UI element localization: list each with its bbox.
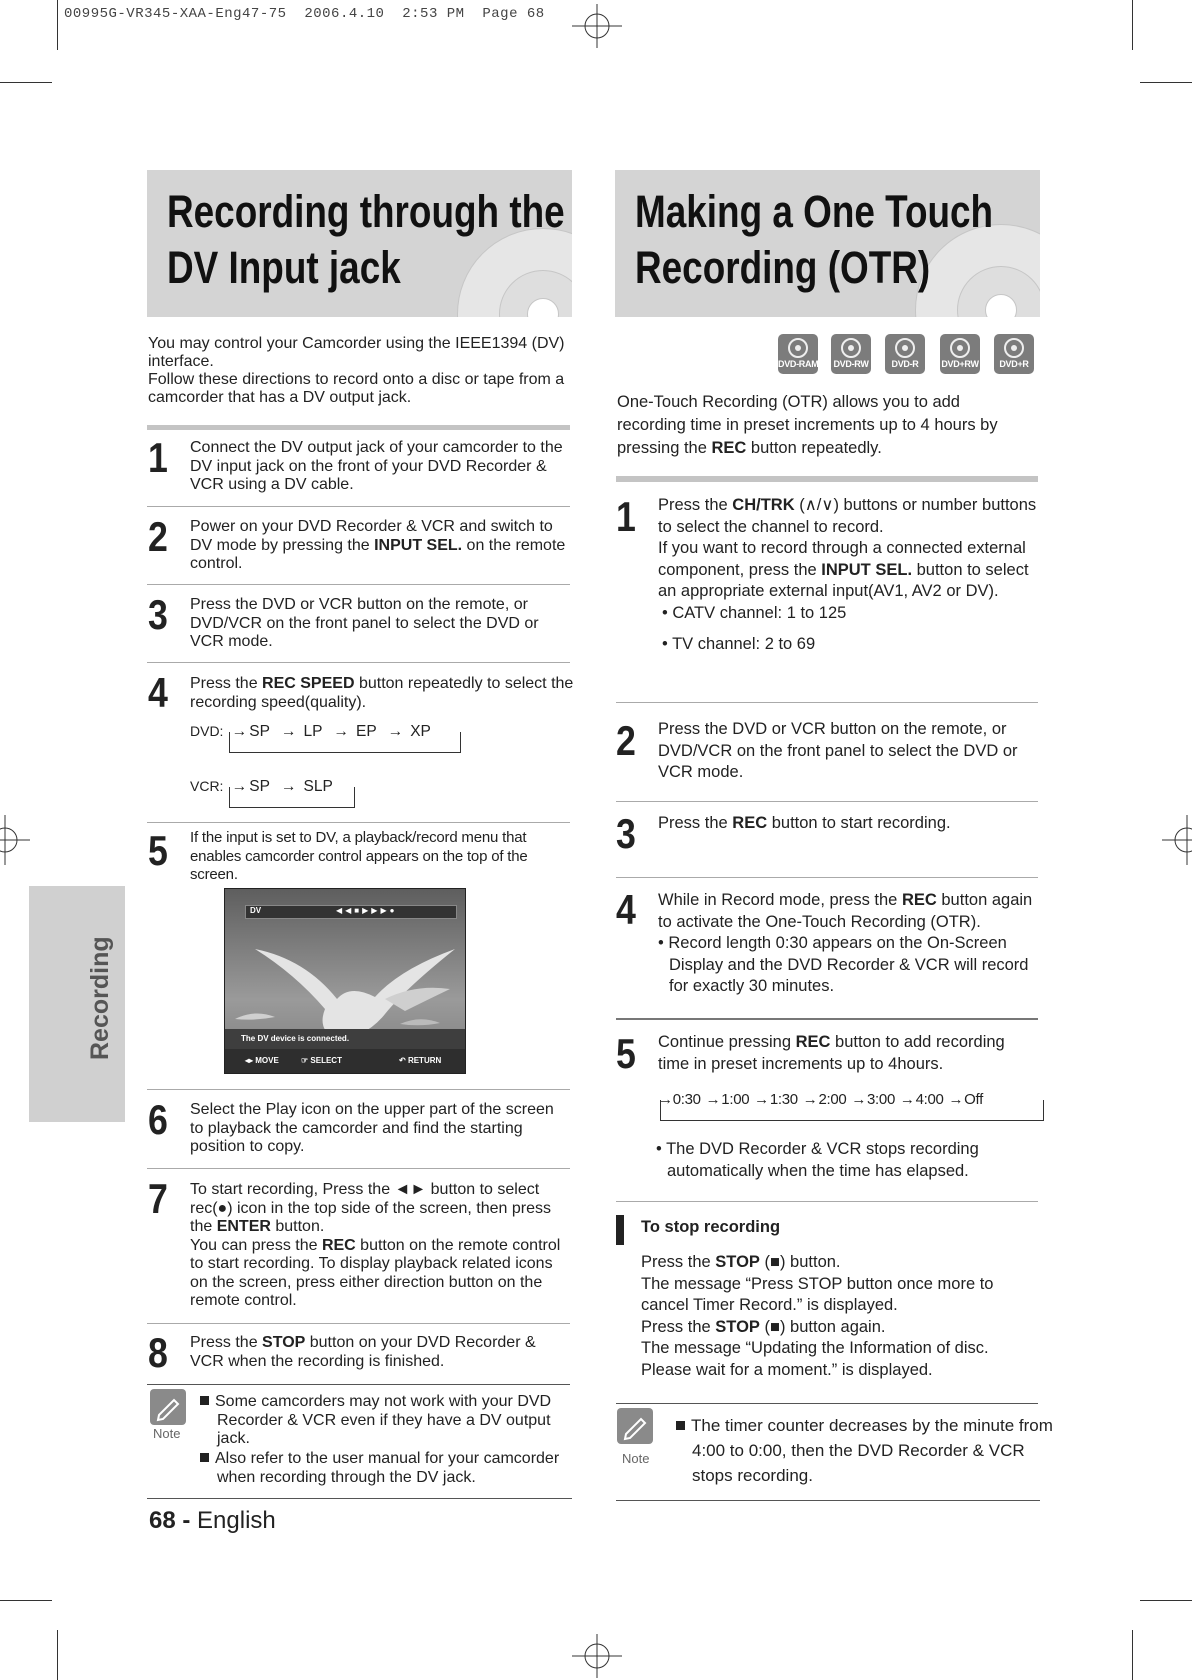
- step-text: To start recording, Press the ◄► button to select rec(●) icon in the top side of the screen, then press the ENTER button. You can press the REC button on the remote control to start recording. To display playback related icons on the screen, press either direction button on the remote control.: [190, 1181, 561, 1309]
- crop-mark: [1132, 0, 1133, 50]
- crop-mark: [57, 0, 58, 50]
- step-text: Press the REC button to start recording.: [658, 814, 951, 832]
- crop-mark: [0, 82, 52, 83]
- crop-mark: [1140, 1600, 1192, 1601]
- dvd-ram-icon: DVD-RAM: [778, 334, 818, 374]
- step-text: Press the CH/TRK (∧/∨) buttons or number buttons to select the channel to record. If you want to record through a connected external component, press the INPUT SEL. button to select an appropriate external input(AV1, AV2 or DV). • CATV channel: 1 to 125 • TV channel: 2 to 69: [658, 496, 1037, 653]
- crop-mark: [1140, 82, 1192, 83]
- vcr-speed-sequence: VCR: → SP → SLP: [190, 778, 333, 795]
- print-header: 00995G-VR345-XAA-Eng47-75 2006.4.10 2:53 PM Page 68: [64, 6, 545, 22]
- note-label: Note: [622, 1451, 650, 1466]
- osd-mode-label: DV: [250, 906, 262, 915]
- step-text: Power on your DVD Recorder & VCR and switch to DV mode by pressing the INPUT SEL. on the remote control.: [190, 518, 566, 572]
- dvd-r-icon: DVD-R: [885, 334, 925, 374]
- left-title-banner: [147, 170, 572, 317]
- page-footer: 68 - English: [149, 1507, 276, 1534]
- left-title: Recording through the DV Input jack: [167, 186, 565, 293]
- section-tab-label: Recording: [86, 936, 114, 1060]
- step-number: 2: [148, 513, 168, 560]
- step-bullet: • The DVD Recorder & VCR stops recording automatically when the time has elapsed.: [656, 1140, 979, 1180]
- step-text: If the input is set to DV, a playback/record menu that enables camcorder control appears on the top of the screen.: [190, 829, 528, 883]
- step-text: Continue pressing REC button to add recording time in preset increments up to 4hours.: [658, 1033, 1005, 1073]
- step-number: 1: [148, 434, 168, 481]
- step-number: 3: [148, 591, 168, 638]
- dv-osd-screenshot: [224, 888, 466, 1074]
- step-number: 5: [616, 1030, 636, 1077]
- dvd-speed-sequence: DVD: → SP → LP → EP → XP: [190, 723, 431, 740]
- step-number: 4: [148, 669, 168, 716]
- step-number: 4: [616, 886, 636, 933]
- note-item: The timer counter decreases by the minute from 4:00 to 0:00, then the DVD Recorder & VCR stops recording.: [676, 1413, 1054, 1488]
- step-text: Press the DVD or VCR button on the remote, or DVD/VCR on the front panel to select the DVD or VCR mode.: [658, 720, 1018, 781]
- step-text: Connect the DV output jack of your camcorder to the DV input jack on the front of your DVD Recorder & VCR using a DV cable.: [190, 439, 563, 493]
- step-number: 5: [148, 827, 168, 874]
- registration-mark-icon: [0, 815, 30, 865]
- osd-return-hint: ↶ RETURN: [399, 1056, 442, 1065]
- step-text: Select the Play icon on the upper part of the screen to playback the camcorder and find the starting position to copy.: [190, 1101, 554, 1155]
- note-pencil-icon: [617, 1408, 653, 1444]
- right-intro: One-Touch Recording (OTR) allows you to add recording time in preset increments up to 4 hours by pressing the REC button repeatedly.: [617, 393, 998, 457]
- step-number: 2: [616, 717, 636, 764]
- crop-mark: [1132, 1630, 1133, 1680]
- registration-mark-icon: [572, 1634, 622, 1678]
- stop-recording-heading: To stop recording: [641, 1218, 781, 1236]
- note-label: Note: [153, 1426, 181, 1441]
- right-title: Making a One Touch Recording (OTR): [635, 186, 994, 293]
- crop-mark: [0, 1600, 52, 1601]
- otr-time-sequence: →0:30 →1:00 →1:30 →2:00 →3:00 →4:00 →Off: [658, 1091, 984, 1108]
- step-text: While in Record mode, press the REC button again to activate the One-Touch Recording (OTR). • Record length 0:30 appears on the On-Screen Display and the DVD Recorder & VCR will record for exactly 30 minutes.: [658, 891, 1033, 995]
- osd-select-hint: ☞ SELECT: [301, 1056, 342, 1065]
- left-intro: You may control your Camcorder using the IEEE1394 (DV) interface. Follow these directions to record onto a disc or tape from a camcorder that has a DV output jack.: [148, 335, 565, 406]
- step-text: Press the REC SPEED button repeatedly to select the recording speed(quality).: [190, 675, 574, 711]
- note-pencil-icon: [150, 1389, 186, 1425]
- step-number: 1: [616, 493, 636, 540]
- step-text: Press the STOP button on your DVD Recorder & VCR when the recording is finished.: [190, 1334, 536, 1370]
- osd-control-bar: [245, 905, 457, 919]
- right-title-banner: [615, 170, 1040, 317]
- dvd-plus-r-icon: DVD+R: [994, 334, 1034, 374]
- registration-mark-icon: [1162, 815, 1192, 865]
- dvd-rw-icon: DVD-RW: [831, 334, 871, 374]
- step-text: Press the DVD or VCR button on the remote, or DVD/VCR on the front panel to select the DVD or VCR mode.: [190, 596, 539, 650]
- registration-mark-icon: [572, 4, 622, 48]
- note-item: Some camcorders may not work with your DVD Recorder & VCR even if they have a DV output jack.: [200, 1393, 587, 1449]
- osd-transport-icons: ◀◀■▶▶▶●: [336, 906, 398, 915]
- osd-move-hint: ◂▸ MOVE: [245, 1056, 279, 1065]
- step-number: 3: [616, 810, 636, 857]
- step-number: 7: [148, 1175, 168, 1222]
- step-number: 8: [148, 1329, 168, 1376]
- stop-recording-text: Press the STOP (■) button. The message “Press STOP button once more to cancel Timer Record.” is displayed. Press the STOP (■) button again. The message “Updating the Information of disc. Please wait for a moment.” is displayed.: [641, 1253, 994, 1379]
- note-item: Also refer to the user manual for your camcorder when recording through the DV jack.: [200, 1450, 587, 1487]
- crop-mark: [57, 1630, 58, 1680]
- osd-message: The DV device is connected.: [241, 1034, 350, 1043]
- step-number: 6: [148, 1096, 168, 1143]
- dvd-plus-rw-icon: DVD+RW: [940, 334, 980, 374]
